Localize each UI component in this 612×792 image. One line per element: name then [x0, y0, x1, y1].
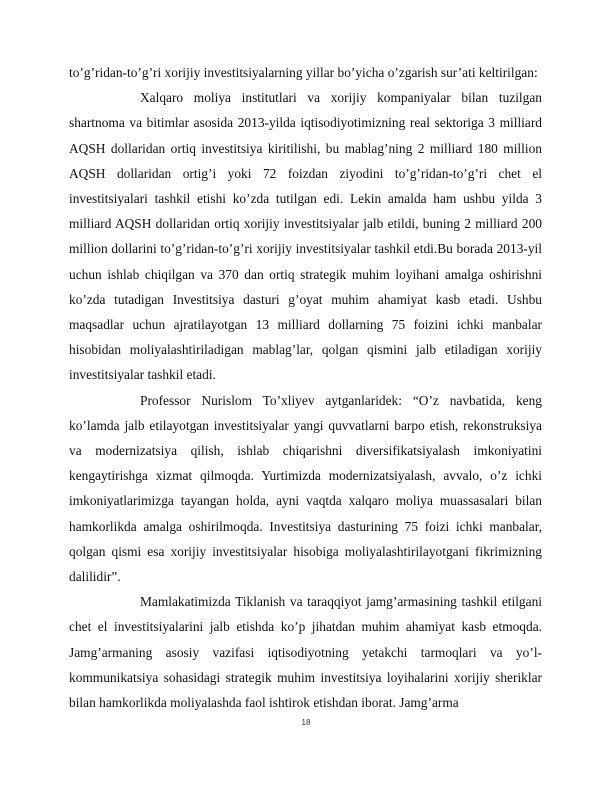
paragraph-intro-continuation: to’g’ridan-to’g’ri xorijiy investitsiyalarning yillar bo’yicha o’zgarish sur’ati keltirilgan:	[69, 65, 538, 80]
paragraph-reconstruction-fund: Mamlakatimizda Tiklanish va taraqqiyot jamg’armasining tashkil etilgani chet el investitsiyalarini jalb etishda ko’p jihatdan muhim ahamiyat kasb etmoqda. Jamg’armaning asosiy vazifasi iqtisodiyotning yetakchi tarmoqlari va yo’l-kommunikatsiya sohasidagi strategik muhim investitsiya loyihalarini xorijiy sheriklar bilan hamkorlikda moliyalashda faol ishtirok etishdan iborat. Jamg’arma	[69, 594, 542, 711]
page-number: 18	[301, 718, 311, 727]
document-page	[69, 60, 542, 715]
paragraph-professor-quote: Professor Nurislom To’xliyev aytganlaridek: “O’z navbatida, keng ko’lamda jalb etilayotgan investitsiyalar yangi quvvatlarni barpo etish, rekonstruksiya va modernizatsiya qilish, ishlab chiqarishni diversifikatsiyalash imkoniyatini kengaytirishga xizmat qilmoqda. Yurtimizda modernizatsiyalash, avvalo, o’z ichki imkoniyatlarimizga tayangan holda, ayni vaqtda xalqaro moliya muassasalari bilan hamkorlikda amalga oshirilmoqda. Investitsiya dasturining 75 foizi ichki manbalar, qolgan qismi esa xorijiy investitsiyalar hisobiga moliyalashtirilayotgani fikrimizning dalilidir”.	[69, 392, 542, 585]
paragraph-investment-agreements: Xalqaro moliya institutlari va xorijiy kompaniyalar bilan tuzilgan shartnoma va bitimlar asosida 2013-yilda iqtisodiyotimizning real sektoriga 3 milliard AQSH dollaridan ortiq investitsiya kiritilishi, bu mablag’ning 2 milliard 180 million AQSH dollaridan ortig’i yoki 72 foizdan ziyodini to’g’ridan-to’g’ri chet el investitsiyalari tashkil etishi ko’zda tutilgan edi. Lekin amalda ham ushbu yilda 3 milliard AQSH dollaridan ortiq xorijiy investitsiyalar jalb etildi, buning 2 milliard 200 million dollarini to’g’ridan-to’g’ri xorijiy investitsiyalar tashkil etdi.Bu borada 2013-yil uchun ishlab chiqilgan va 370 dan ortiq strategik muhim loyihani amalga oshirishni ko’zda tutadigan Investitsiya dasturi g’oyat muhim ahamiyat kasb etadi. Ushbu maqsadlar uchun ajratilayotgan 13 milliard dollarning 75 foizini ichki manbalar hisobidan moliyalashtiriladigan mablag’lar, qolgan qismini jalb etiladigan xorijiy investitsiyalar tashkil etadi.	[69, 90, 542, 383]
